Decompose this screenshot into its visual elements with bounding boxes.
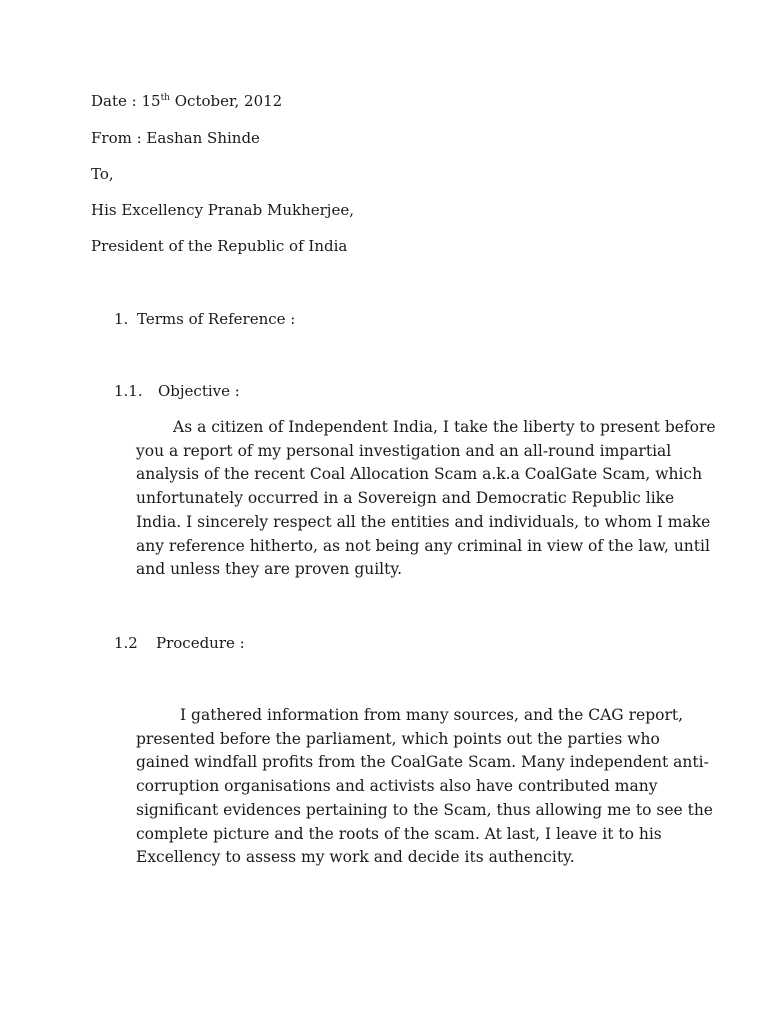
section-heading-objective: Objective : [158,382,240,400]
addressee-name: His Excellency Pranab Mukherjee, [91,201,354,219]
paragraph-line: presented before the parliament, which points out the parties who [136,729,660,748]
section-number-objective: 1.1. [114,382,143,400]
section-heading-procedure: Procedure : [156,634,245,652]
paragraph-line: and unless they are proven guilty. [136,560,402,579]
addressee-title: President of the Republic of India [91,237,348,255]
paragraph-line: you a report of my personal investigation and an all-round impartial [136,441,672,460]
paragraph-line: analysis of the recent Coal Allocation Scam a.k.a CoalGate Scam, which [136,465,703,484]
paragraph-line: any reference hitherto, as not being any criminal in view of the law, until [136,536,710,555]
to-line: To, [91,165,114,183]
section-number-procedure: 1.2 [114,634,138,652]
paragraph-line: gained windfall profits from the CoalGate Scam. Many independent anti- [136,753,709,772]
date-label: Date : 15 [91,92,161,110]
date-ordinal: th [160,93,170,103]
paragraph-line: India. I sincerely respect all the entities and individuals, to whom I make [136,512,711,531]
paragraph-line: corruption organisations and activists also have contributed many [136,777,658,796]
date-line [91,92,282,113]
procedure-paragraph [136,704,713,870]
paragraph-line: complete picture and the roots of the scam. At last, I leave it to his [136,824,662,843]
paragraph-line: unfortunately occurred in a Sovereign and Democratic Republic like [136,489,675,508]
paragraph-line: Excellency to assess my work and decide its authencity. [136,848,575,867]
section-heading-terms: Terms of Reference : [137,310,296,328]
section-number-terms: 1. [114,310,129,328]
date-rest: October, 2012 [169,92,283,110]
objective-paragraph [136,416,716,582]
from-line: From : Eashan Shinde [91,129,260,147]
paragraph-line: I gathered information from many sources, and the CAG report, [180,706,684,724]
paragraph-line: significant evidences pertaining to the Scam, thus allowing me to see the [136,800,713,819]
paragraph-line: As a citizen of Independent India, I take the liberty to present before [173,418,716,436]
